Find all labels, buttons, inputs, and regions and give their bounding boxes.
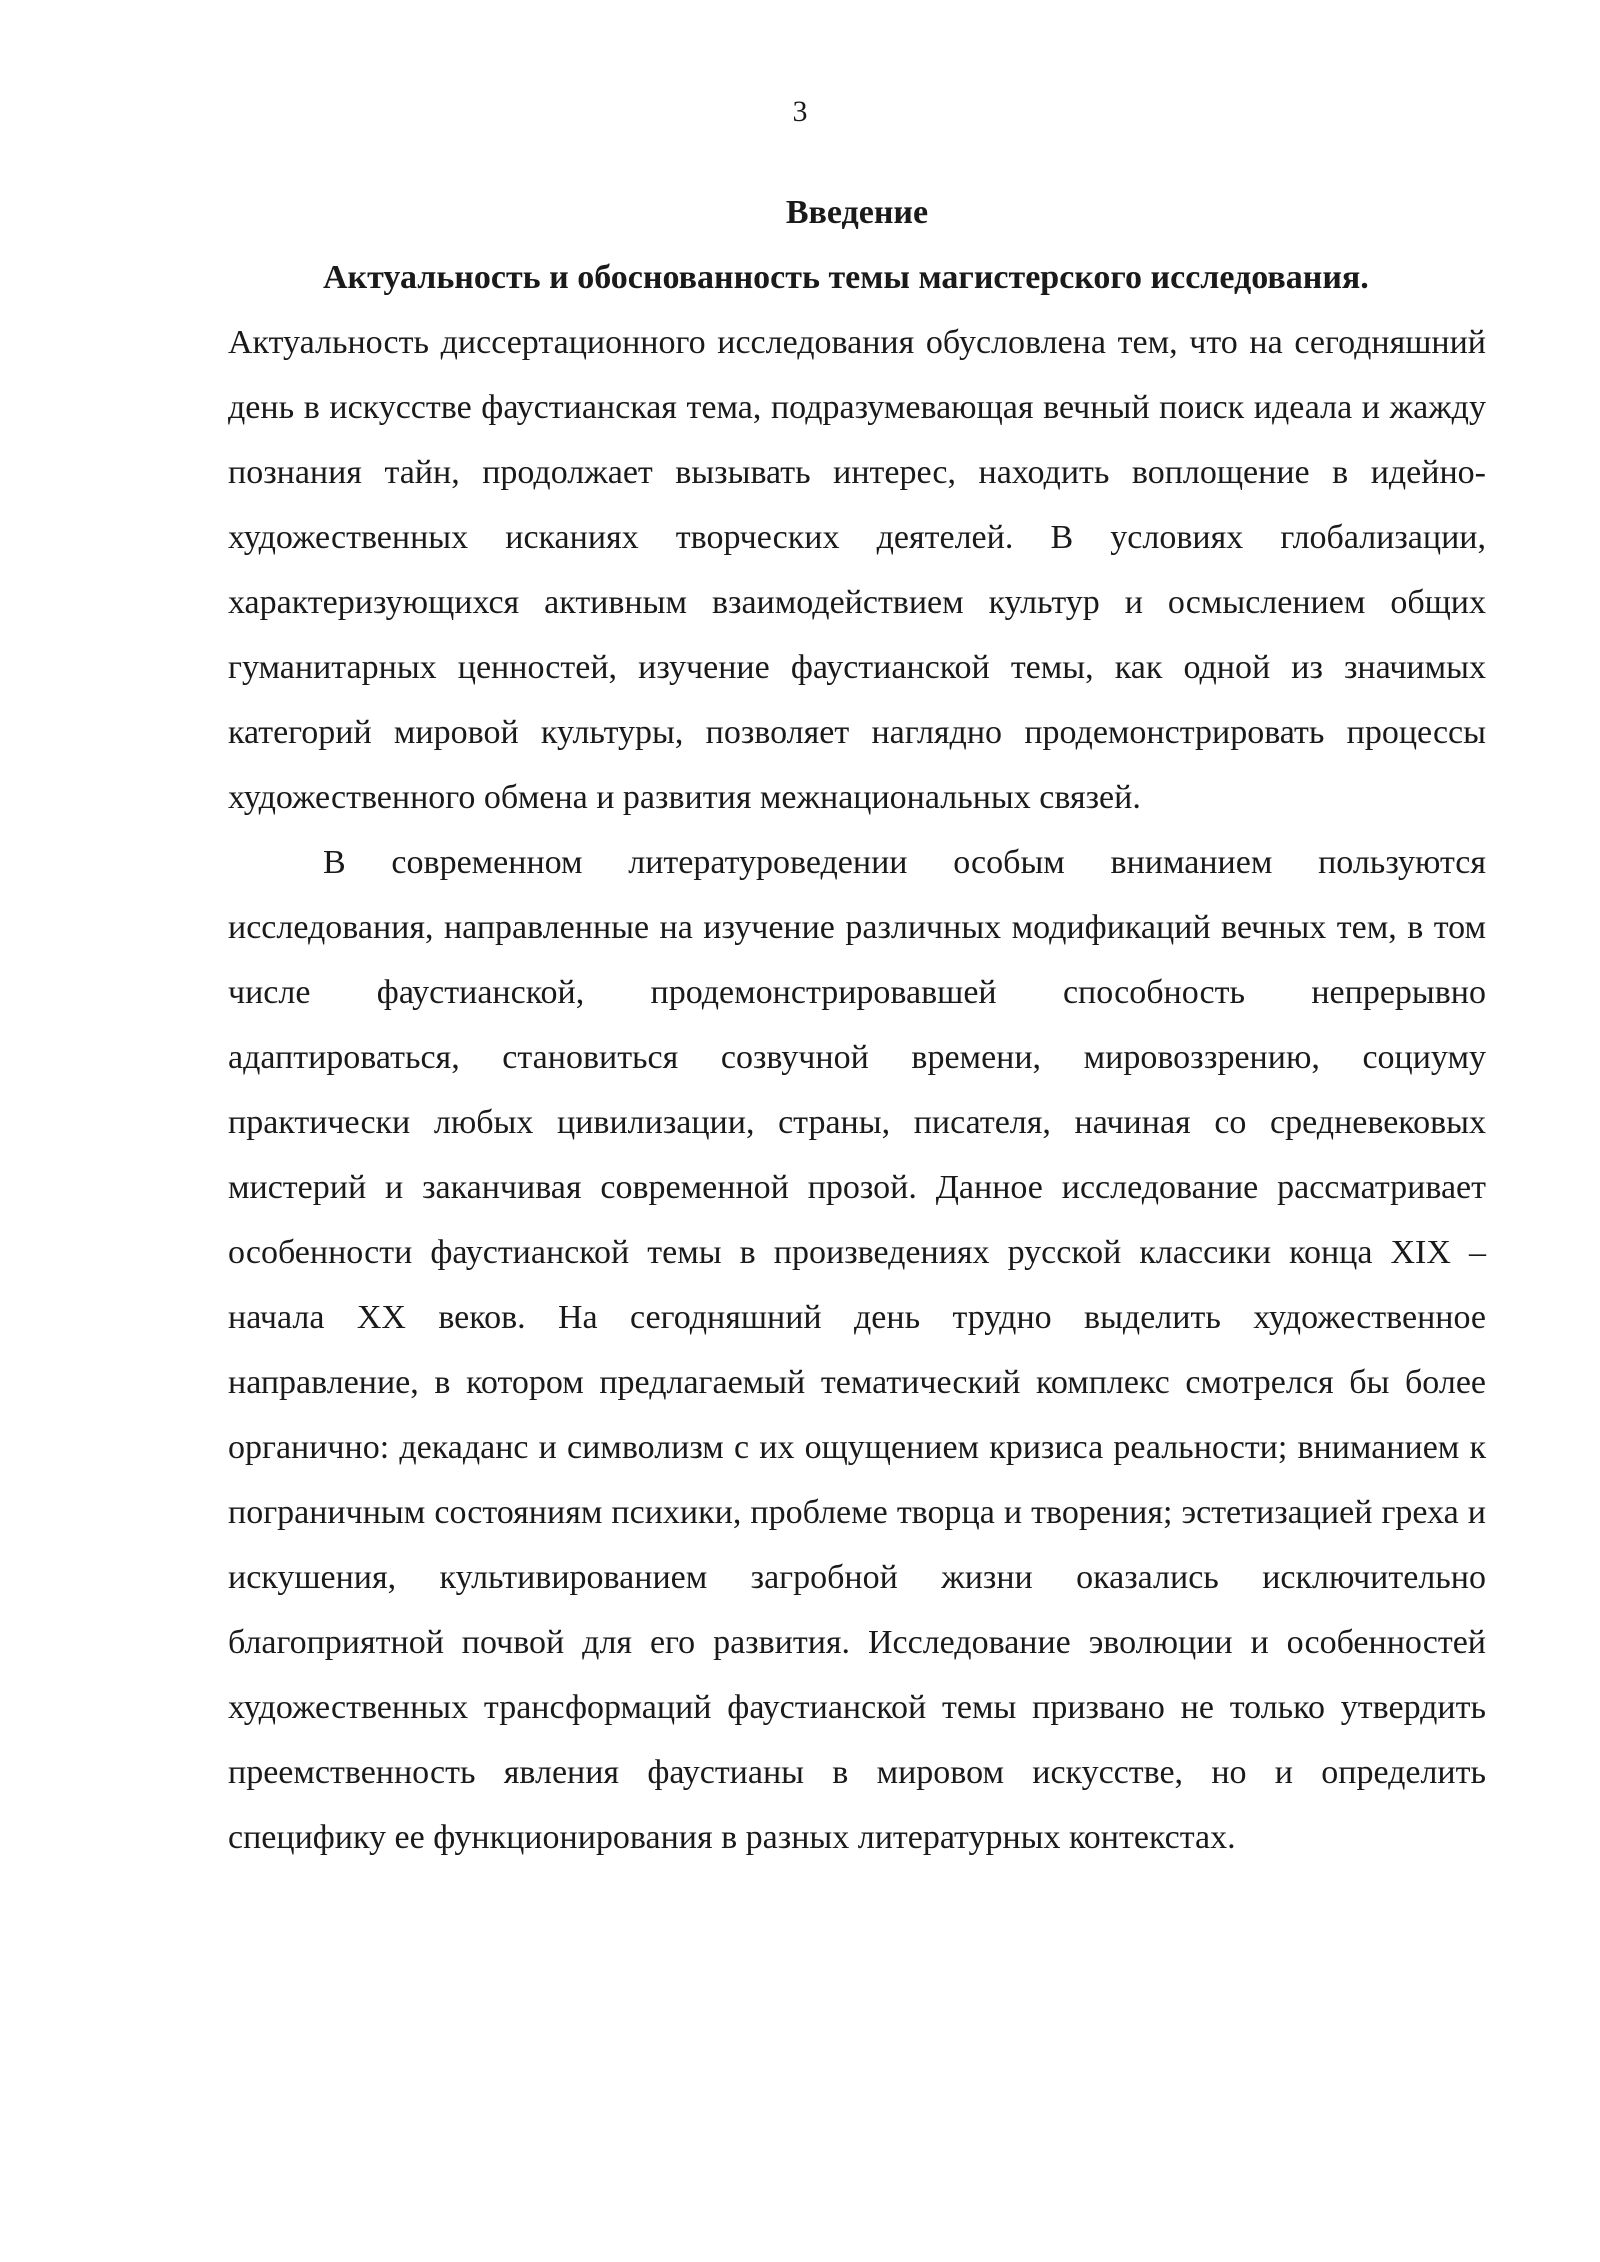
paragraph-relevance: Актуальность диссертационного исследования обусловлена тем, что на сегодняшний день в искусстве фаустианская тема, подразумевающая вечный поиск идеала и жажду познания тайн, продолжает вызывать интерес, находить воплощение в идейно-художественных исканиях творческих деятелей. В условиях глобализации, характеризующихся активным взаимодействием культур и осмыслением общих гуманитарных ценностей, изучение фаустианской темы, как одной из значимых категорий мировой культуры, позволяет наглядно продемонстрировать процессы художественного обмена и развития межнациональных связей. [228,324,1486,816]
section-subheading: Актуальность и обоснованность темы магистерского исследования. [323,259,1369,296]
document-body [228,180,1486,1870]
section-heading: Введение [785,194,929,231]
page-number: 3 [792,95,808,128]
paragraph-literary-studies: В современном литературоведении особым вниманием пользуются исследования, направленные на изучение различных модификаций вечных тем, в том числе фаустианской, продемонстрировавшей способность непрерывно адаптироваться, становиться созвучной времени, мировоззрению, социуму практически любых цивилизации, страны, писателя, начиная со средневековых мистерий и заканчивая современной прозой. Данное исследование рассматривает особенности фаустианской темы в произведениях русской классики конца XIX – начала XX веков. На сегодняшний день трудно выделить художественное направление, в котором предлагаемый тематический комплекс смотрелся бы более органично: декаданс и символизм с их ощущением кризиса реальности; вниманием к пограничным состояниям психики, проблеме творца и творения; эстетизацией греха и искушения, культивированием загробной жизни оказались исключительно благоприятной почвой для его развития. Исследование эволюции и особенностей художественных трансформаций фаустианской темы призвано не только утвердить преемственность явления фаустианы в мировом искусстве, но и определить специфику ее функционирования в разных литературных контекстах. [228,844,1486,1856]
